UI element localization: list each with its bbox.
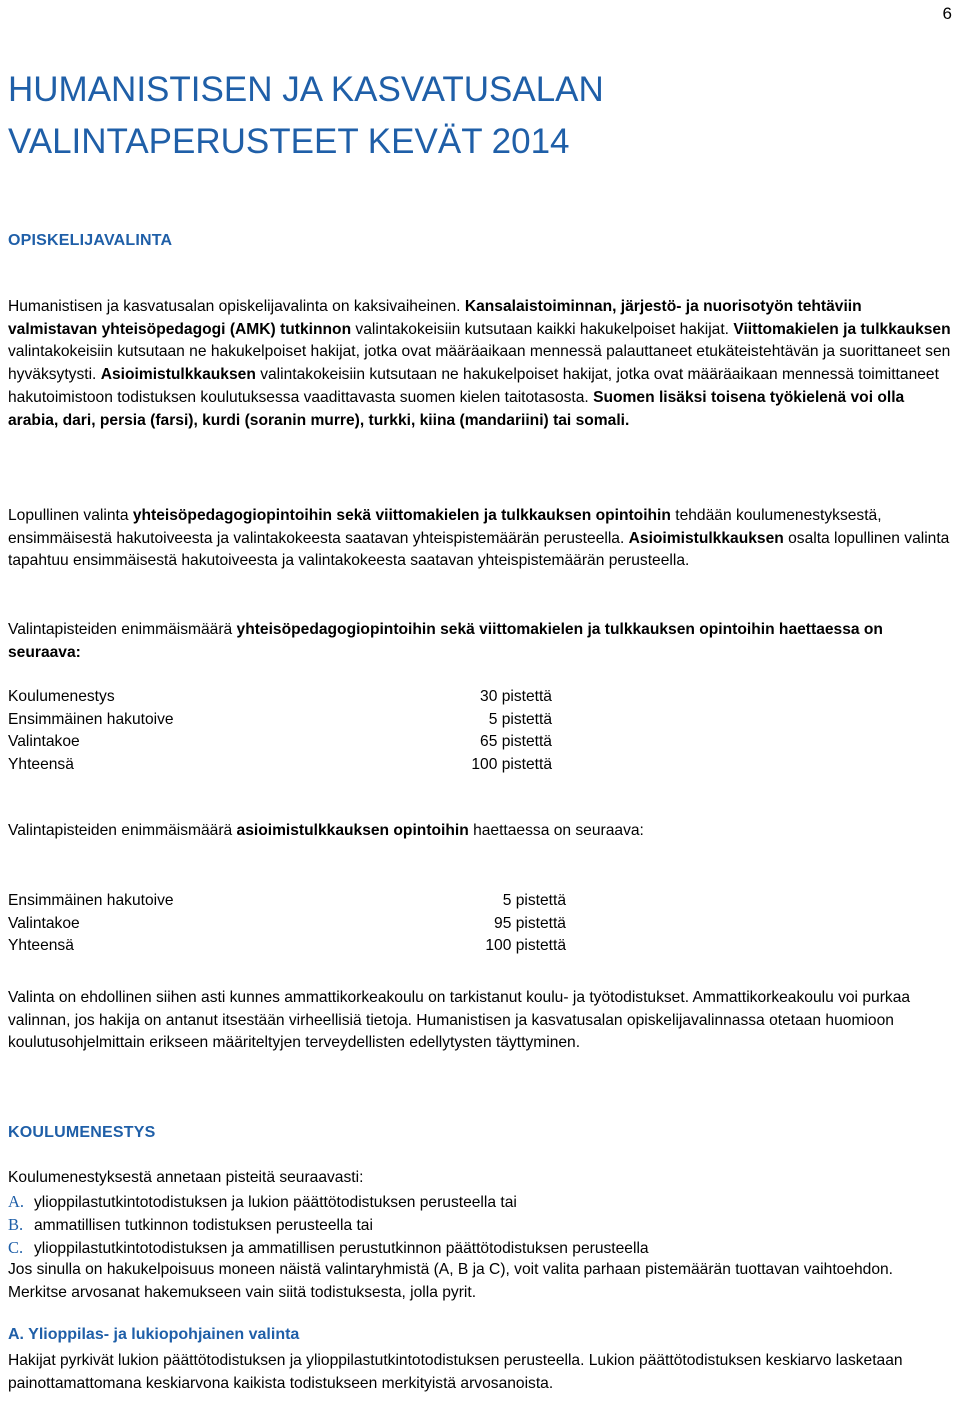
text-run: haettaessa on seuraava: — [468, 822, 644, 839]
list-text: ylioppilastutkintotodistuksen ja lukion päättötodistuksen perusteella tai — [34, 1194, 517, 1211]
section-heading-koulumenestys: KOULUMENESTYS — [8, 1124, 156, 1141]
bold-run: Suomen lisäksi toisena työkielenä voi olla arabia, dari, persia (farsi), kurdi (soranin murre), turkki, kiina (mandariini) tai somali. — [8, 388, 905, 429]
list-text: ammatillisen tutkinnon todistuksen perusteella tai — [34, 1217, 373, 1234]
list-marker: B. — [8, 1215, 24, 1234]
bold-run: Asioimistulkkauksen — [100, 366, 256, 384]
points-label: Ensimmäinen hakutoive — [8, 892, 174, 909]
paragraph-points-intro: Koulumenestyksestä annetaan pisteitä seuraavasti: — [8, 1169, 364, 1186]
page-number: 6 — [942, 4, 952, 23]
text-run: Valintapisteiden enimmäismäärä — [8, 822, 237, 839]
subheading-option-a: A. Ylioppilas- ja lukiopohjainen valinta — [8, 1326, 300, 1343]
text-run: valintakokeisiin kutsutaan kaikki hakukelpoiset hakijat. — [351, 320, 734, 338]
points-value: 5 pistettä — [488, 710, 552, 728]
points-label: Koulumenestys — [8, 688, 115, 705]
paragraph-max-points-2 — [8, 820, 952, 843]
section-heading-opiskelijavalinta: OPISKELIJAVALINTA — [8, 232, 173, 249]
title-line-1: HUMANISTISEN JA KASVATUSALAN — [8, 70, 604, 109]
list-item — [8, 1213, 373, 1237]
paragraph-selection-intro — [8, 296, 952, 432]
text-run: Valintapisteiden enimmäismäärä — [8, 621, 237, 638]
paragraph-conditional-selection: Valinta on ehdollinen siihen asti kunnes ammattikorkeakoulu on tarkistanut koulu- ja työtodistukset. Ammattikorkeakoulu voi purkaa valinnan, jos hakija on antanut itsestään virheellisiä tietoja. Humanistisen ja kasvatusalan opiskelijavalinnassa otetaan huomioon koulutusohjelmittain erikseen määriteltyjen terveydellisten edellytysten täyttyminen. — [8, 989, 911, 1052]
points-label: Valintakoe — [8, 914, 80, 932]
bold-run: Asioimistulkkauksen — [628, 529, 784, 547]
bold-run: yhteisöpedagogiopintoihin sekä viittomakielen ja tulkkauksen opintoihin — [132, 507, 671, 524]
points-value: 100 pistettä — [485, 937, 566, 955]
paragraph-multiple-eligibility: Jos sinulla on hakukelpoisuus moneen näistä valintaryhmistä (A, B ja C), voit valita parhaan pistemäärän tuottavan vaihtoehdon. Merkitse arvosanat hakemukseen vain siitä todistuksesta, jolla pyrit. — [8, 1261, 894, 1301]
bold-run: yhteisöpedagogiopintoihin sekä viittomakielen ja tulkkauksen opintoihin haettaessa on seuraava: — [8, 621, 883, 661]
bold-run: Viittomakielen ja tulkkauksen — [733, 320, 951, 338]
list-marker: A. — [8, 1192, 25, 1211]
title-line-2: VALINTAPERUSTEET KEVÄT 2014 — [8, 122, 570, 161]
points-label: Yhteensä — [8, 937, 74, 955]
text-run: Humanistisen ja kasvatusalan opiskelijavalinta on kaksivaiheinen. — [8, 298, 465, 315]
points-label: Valintakoe — [8, 733, 80, 751]
bold-run: Kansalaistoiminnan, järjestö- ja nuorisotyön tehtäviin valmistavan yhteisöpedagogi (AMK) tutkinnon — [8, 298, 862, 338]
points-label: Yhteensä — [8, 756, 74, 774]
points-value: 65 pistettä — [480, 733, 552, 751]
page-title — [8, 64, 604, 168]
list-item — [8, 1236, 649, 1260]
paragraph-final-selection — [8, 505, 952, 573]
text-run: valintakokeisiin kutsutaan ne hakukelpoiset hakijat, jotka ovat määräaikaan mennessä palauttaneet etukäteistehtävän ja suorittaneet sen hyväksytysti. — [8, 343, 951, 384]
text-run: valintakokeisiin kutsutaan ne hakukelpoiset hakijat, jotka ovat määräaikaan mennessä toimittaneet hakutoimistoon todistuksen koulutuksessa vaadittavasta suomen kielen taitotasosta. — [8, 366, 939, 406]
text-run: Lopullinen valinta — [8, 507, 133, 524]
text-run: tehdään koulumenestyksestä, ensimmäisestä hakutoiveesta ja valintakokeesta saatavan yhteispistemäärän perusteella. — [8, 507, 882, 547]
points-label: Ensimmäinen hakutoive — [8, 710, 174, 728]
points-value: 100 pistettä — [471, 756, 552, 774]
paragraph-option-a: Hakijat pyrkivät lukion päättötodistuksen ja ylioppilastutkintotodistuksen perusteella. Lukion päättötodistuksen keskiarvo lasketaan painottamattomana keskiarvona kaikista todistukseen merkityistä arvosanoista. — [8, 1352, 903, 1392]
list-item — [8, 1190, 517, 1214]
points-value: 30 pistettä — [480, 688, 552, 705]
points-value: 5 pistettä — [502, 892, 566, 909]
points-value: 95 pistettä — [494, 914, 566, 932]
bold-run: asioimistulkkauksen opintoihin — [236, 822, 469, 839]
list-marker: C. — [8, 1238, 24, 1257]
text-run: osalta lopullinen valinta tapahtuu ensimmäisestä hakutoiveesta ja valintakokeesta saatavan yhteispistemäärän perusteella. — [8, 529, 950, 570]
list-text: ylioppilastutkintotodistuksen ja ammatillisen perustutkinnon päättötodistuksen perusteella — [34, 1240, 649, 1257]
paragraph-max-points-1 — [8, 619, 952, 664]
